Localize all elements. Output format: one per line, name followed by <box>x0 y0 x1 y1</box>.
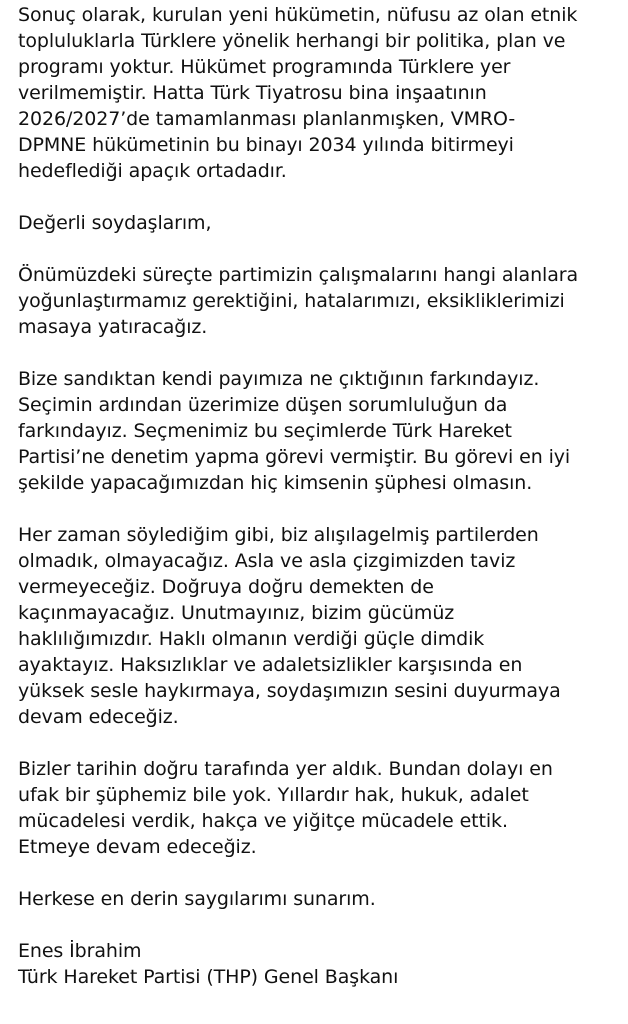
text-line: 2026/2027’de tamamlanması planlanmışken, VMRO- <box>18 108 516 130</box>
text-line: kaçınmayacağız. Unutmayınız, bizim gücümüz <box>18 602 455 624</box>
signature-block <box>18 938 618 990</box>
text-line: DPMNE hükümetinin bu binayı 2034 yılında bitirmeyi <box>18 134 514 156</box>
text-line: Her zaman söylediğim gibi, biz alışılagelmiş partilerden <box>18 524 539 546</box>
text-line: Seçimin ardından üzerimize düşen sorumluluğun da <box>18 394 508 416</box>
statement-document <box>18 2 618 990</box>
text-line: Herkese en derin saygılarımı sunarım. <box>18 888 376 910</box>
text-line: Önümüzdeki süreçte partimizin çalışmalarını hangi alanlara <box>18 264 579 286</box>
paragraph-government-program <box>18 2 618 184</box>
text-line: olmadık, olmayacağız. Asla ve asla çizgimizden taviz <box>18 550 516 572</box>
text-line: Sonuç olarak, kurulan yeni hükümetin, nüfusu az olan etnik <box>18 4 578 26</box>
text-line: farkındayız. Seçmenimiz bu seçimlerde Türk Hareket <box>18 420 512 442</box>
text-line: haklılığımızdır. Haklı olmanın verdiği güçle dimdik <box>18 628 485 650</box>
text-line: ufak bir şüphemiz bile yok. Yıllardır hak, hukuk, adalet <box>18 784 529 806</box>
text-line: Partisi’ne denetim yapma görevi vermiştir. Bu görevi en iyi <box>18 446 571 468</box>
text-line: Değerli soydaşlarım, <box>18 212 212 234</box>
text-line: Etmeye devam edeceğiz. <box>18 836 257 858</box>
paragraph-election-result <box>18 366 618 496</box>
paragraph-closing <box>18 886 618 912</box>
text-line: topluluklarla Türklere yönelik herhangi bir politika, plan ve <box>18 30 566 52</box>
text-line: Bizler tarihin doğru tarafında yer aldık. Bundan dolayı en <box>18 758 553 780</box>
paragraph-upcoming-work <box>18 262 618 340</box>
text-line: yüksek sesle haykırmaya, soydaşımızın sesini duyurmaya <box>18 680 561 702</box>
paragraph-principles <box>18 522 618 730</box>
text-line: şekilde yapacağımızdan hiç kimsenin şüphesi olmasın. <box>18 472 533 494</box>
text-line: yoğunlaştırmamız gerektiğini, hatalarımızı, eksikliklerimizi <box>18 290 565 312</box>
text-line: programı yoktur. Hükümet programında Türklere yer <box>18 56 511 78</box>
text-line: hedeflediği apaçık ortadadır. <box>18 160 287 182</box>
signature-name: Enes İbrahim <box>18 940 142 962</box>
text-line: vermeyeceğiz. Doğruya doğru demekten de <box>18 576 434 598</box>
text-line: Bize sandıktan kendi payımıza ne çıktığının farkındayız. <box>18 368 540 390</box>
text-line: verilmemiştir. Hatta Türk Tiyatrosu bina inşaatının <box>18 82 487 104</box>
paragraph-history <box>18 756 618 860</box>
text-line: ayaktayız. Haksızlıklar ve adaletsizlikler karşısında en <box>18 654 523 676</box>
text-line: masaya yatıracağız. <box>18 316 208 338</box>
text-line: mücadelesi verdik, hakça ve yiğitçe mücadele ettik. <box>18 810 508 832</box>
signature-title: Türk Hareket Partisi (THP) Genel Başkanı <box>18 966 399 988</box>
paragraph-salutation <box>18 210 618 236</box>
text-line: devam edeceğiz. <box>18 706 179 728</box>
